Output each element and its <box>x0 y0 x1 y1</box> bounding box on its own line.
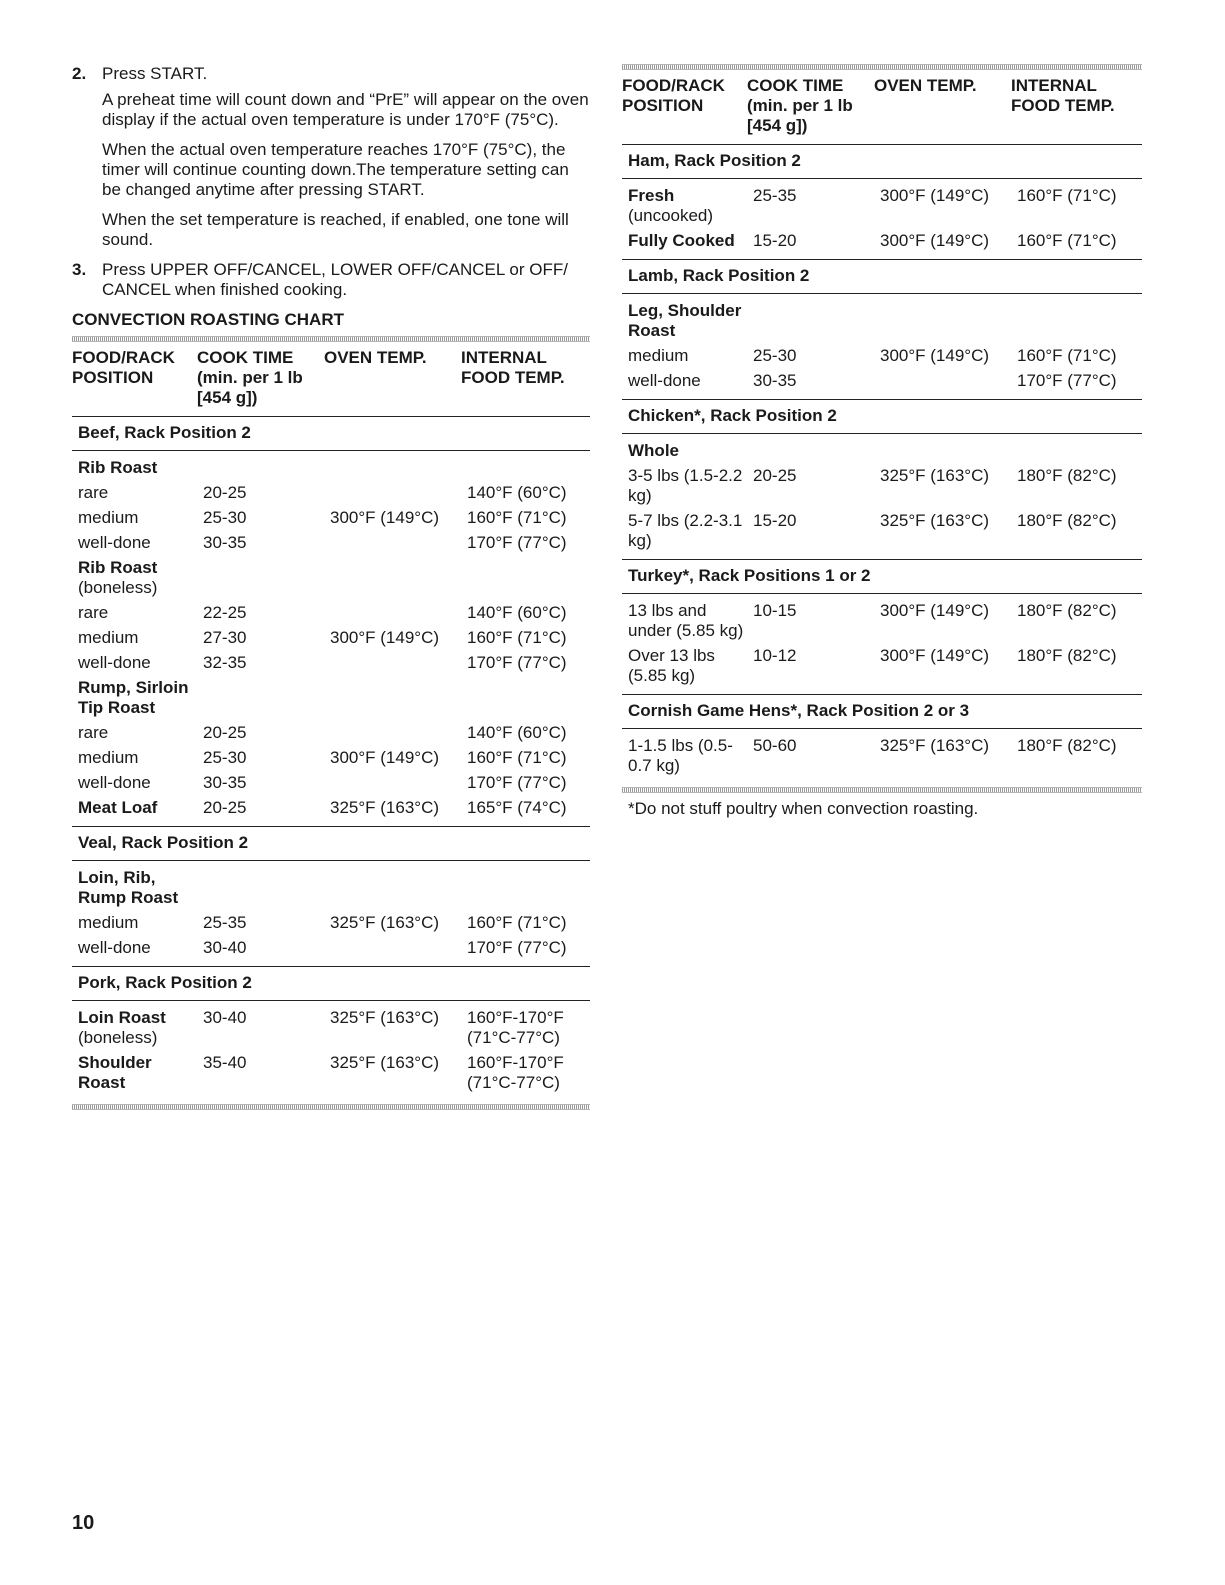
cell-food <box>78 938 203 958</box>
cell-internal-temp: 180°F (82°C) <box>1017 736 1117 755</box>
section-rows <box>622 441 1142 560</box>
cell-food <box>78 868 203 908</box>
step-2-paragraph-1: A preheat time will count down and “PrE” will appear on the oven display if the actual oven temperature is under 170°F (75°C). <box>102 90 589 129</box>
cell-food <box>78 1053 203 1093</box>
table-row <box>72 723 590 743</box>
table-row <box>72 773 590 793</box>
cell-internal-temp: 170°F (77°C) <box>1017 371 1117 390</box>
section-rows <box>622 301 1142 400</box>
cell-internal-temp: 160°F-170°F (71°C-77°C) <box>467 1008 564 1047</box>
cell-oven-temp <box>330 938 467 958</box>
cell-internal-temp: 180°F (82°C) <box>1017 646 1117 665</box>
cell-cook-time: 30-35 <box>203 773 247 792</box>
table-row <box>72 868 590 908</box>
cell-food <box>78 508 203 528</box>
table-row <box>72 1008 590 1048</box>
table-row <box>72 628 590 648</box>
cell-oven-temp: 300°F (149°C) <box>880 646 990 665</box>
cell-oven-temp: 300°F (149°C) <box>880 601 990 620</box>
cell-food <box>78 653 203 673</box>
left-column <box>72 64 590 1110</box>
header-cook-time: COOK TIME (min. per 1 lb [454 g]) <box>747 76 853 135</box>
table-row <box>622 346 1142 366</box>
cell-cook-time <box>203 678 330 718</box>
cell-oven-temp <box>330 653 467 673</box>
food-detail: well-done <box>78 533 151 552</box>
cell-food <box>78 628 203 648</box>
cell-cook-time: 20-25 <box>753 466 797 485</box>
right-column <box>622 64 1142 819</box>
cell-oven-temp: 300°F (149°C) <box>880 186 990 205</box>
cell-cook-time: 22-25 <box>203 603 247 622</box>
cell-food <box>78 483 203 503</box>
cell-food <box>78 603 203 623</box>
table-row <box>72 653 590 673</box>
hatch-divider <box>72 1104 590 1110</box>
cell-food <box>628 441 753 461</box>
cell-internal-temp: 160°F (71°C) <box>467 628 567 647</box>
cell-food <box>628 466 753 506</box>
food-detail: 1-1.5 lbs (0.5-0.7 kg) <box>628 736 733 775</box>
food-detail: 5-7 lbs (2.2-3.1 kg) <box>628 511 743 550</box>
cell-food <box>628 511 753 551</box>
cell-internal-temp: 140°F (60°C) <box>467 483 567 502</box>
food-detail: medium <box>78 913 139 932</box>
cell-food <box>78 913 203 933</box>
hatch-divider <box>622 787 1142 793</box>
step-2-paragraph-3: When the set temperature is reached, if enabled, one tone will sound. <box>102 210 569 249</box>
section-rows <box>72 458 590 827</box>
cell-cook-time: 25-30 <box>203 508 247 527</box>
food-detail: rare <box>78 483 109 502</box>
food-name: Loin Roast <box>78 1008 166 1027</box>
table-row <box>72 603 590 623</box>
section-title: Beef, Rack Position 2 <box>72 417 590 451</box>
food-name: Fully Cooked <box>628 231 735 250</box>
section-title: Cornish Game Hens*, Rack Position 2 or 3 <box>622 695 1142 729</box>
cell-cook-time: 10-12 <box>753 646 797 665</box>
cell-oven-temp: 325°F (163°C) <box>880 736 990 755</box>
cell-cook-time: 27-30 <box>203 628 247 647</box>
cell-cook-time: 15-20 <box>753 511 797 530</box>
section-rows <box>72 868 590 967</box>
cell-oven-temp: 325°F (163°C) <box>330 1053 440 1072</box>
cell-food <box>78 798 203 818</box>
cell-food <box>78 748 203 768</box>
chart-title: CONVECTION ROASTING CHART <box>72 310 344 329</box>
cell-oven-temp: 325°F (163°C) <box>330 798 440 817</box>
cell-cook-time: 25-35 <box>753 186 797 205</box>
cell-internal-temp <box>467 458 590 478</box>
table-row <box>72 938 590 958</box>
header-internal-temp: INTERNAL FOOD TEMP. <box>1011 76 1115 115</box>
cell-oven-temp: 300°F (149°C) <box>330 628 440 647</box>
left-sections <box>72 417 590 1104</box>
cell-internal-temp <box>1017 301 1142 341</box>
table-row <box>622 301 1142 341</box>
table-row <box>72 1053 590 1093</box>
cell-cook-time: 50-60 <box>753 736 797 755</box>
chart-header-left <box>72 342 590 417</box>
section-rows <box>72 1008 590 1104</box>
section-title: Lamb, Rack Position 2 <box>622 260 1142 294</box>
cell-internal-temp <box>467 678 590 718</box>
table-row <box>72 913 590 933</box>
food-detail: well-done <box>78 773 151 792</box>
section-rows <box>622 601 1142 695</box>
cell-oven-temp <box>330 458 467 478</box>
food-detail: rare <box>78 603 109 622</box>
food-name: Fresh <box>628 186 675 205</box>
cell-cook-time: 30-35 <box>203 533 247 552</box>
step-2 <box>72 64 590 250</box>
header-oven-temp: OVEN TEMP. <box>874 76 977 95</box>
cell-internal-temp <box>467 558 590 598</box>
table-row <box>72 748 590 768</box>
table-row <box>622 646 1142 686</box>
food-detail: medium <box>78 508 139 527</box>
cell-oven-temp: 300°F (149°C) <box>330 508 440 527</box>
food-detail: well-done <box>78 653 151 672</box>
cell-cook-time: 15-20 <box>753 231 797 250</box>
food-detail: 13 lbs and under (5.85 kg) <box>628 601 744 640</box>
food-name: Shoulder Roast <box>78 1053 152 1092</box>
cell-oven-temp: 325°F (163°C) <box>880 511 990 530</box>
cell-cook-time <box>753 301 880 341</box>
cell-food <box>628 736 753 776</box>
food-detail: medium <box>78 628 139 647</box>
food-name: Rump, Sirloin Tip Roast <box>78 678 189 717</box>
cell-internal-temp: 180°F (82°C) <box>1017 466 1117 485</box>
table-row <box>622 441 1142 461</box>
cell-oven-temp: 300°F (149°C) <box>330 748 440 767</box>
cell-cook-time: 10-15 <box>753 601 797 620</box>
step-2-number: 2. <box>72 64 87 83</box>
table-row <box>72 533 590 553</box>
cell-food <box>78 678 203 718</box>
table-row <box>622 466 1142 506</box>
cell-cook-time: 20-25 <box>203 798 247 817</box>
cell-internal-temp: 170°F (77°C) <box>467 773 567 792</box>
food-detail: medium <box>628 346 689 365</box>
cell-oven-temp <box>330 483 467 503</box>
cell-food <box>628 346 753 366</box>
cell-food <box>628 301 753 341</box>
food-detail: rare <box>78 723 109 742</box>
food-detail: (uncooked) <box>628 206 714 225</box>
page-number: 10 <box>72 1512 95 1534</box>
step-2-paragraph-2: When the actual oven temperature reaches 170°F (75°C), the timer will continue counting down.The temperature setting can be changed anytime after pressing START. <box>102 140 569 199</box>
cell-internal-temp: 170°F (77°C) <box>467 653 567 672</box>
cell-internal-temp: 160°F (71°C) <box>467 748 567 767</box>
section-rows <box>622 736 1142 787</box>
cell-cook-time: 20-25 <box>203 483 247 502</box>
table-row <box>72 558 590 598</box>
food-detail: medium <box>78 748 139 767</box>
header-cook-time: COOK TIME (min. per 1 lb [454 g]) <box>197 348 303 407</box>
header-food: FOOD/RACK POSITION <box>622 76 725 115</box>
food-name: Rib Roast <box>78 558 158 577</box>
cell-cook-time <box>203 458 330 478</box>
food-name: Loin, Rib, Rump Roast <box>78 868 179 907</box>
table-row <box>622 601 1142 641</box>
cell-cook-time: 20-25 <box>203 723 247 742</box>
cell-food <box>78 1008 203 1048</box>
cell-oven-temp <box>330 868 467 908</box>
food-detail: well-done <box>78 938 151 957</box>
cell-internal-temp: 140°F (60°C) <box>467 723 567 742</box>
food-detail: well-done <box>628 371 701 390</box>
cell-oven-temp: 300°F (149°C) <box>880 231 990 250</box>
cell-food <box>78 533 203 553</box>
cell-food <box>628 601 753 641</box>
cell-internal-temp: 170°F (77°C) <box>467 533 567 552</box>
cell-cook-time <box>753 441 880 461</box>
section-title: Ham, Rack Position 2 <box>622 145 1142 179</box>
cell-oven-temp <box>330 533 467 553</box>
cell-oven-temp: 325°F (163°C) <box>330 913 440 932</box>
cell-internal-temp: 160°F (71°C) <box>1017 186 1117 205</box>
cell-oven-temp: 325°F (163°C) <box>880 466 990 485</box>
cell-internal-temp: 140°F (60°C) <box>467 603 567 622</box>
cell-internal-temp: 165°F (74°C) <box>467 798 567 817</box>
food-detail: (boneless) <box>78 578 158 597</box>
header-oven-temp: OVEN TEMP. <box>324 348 427 367</box>
cell-oven-temp <box>330 603 467 623</box>
cell-oven-temp: 325°F (163°C) <box>330 1008 440 1027</box>
section-title: Pork, Rack Position 2 <box>72 967 590 1001</box>
cell-cook-time: 25-35 <box>203 913 247 932</box>
food-name: Rib Roast <box>78 458 158 477</box>
cell-food <box>628 231 753 251</box>
section-title: Turkey*, Rack Positions 1 or 2 <box>622 560 1142 594</box>
cell-oven-temp <box>880 301 1017 341</box>
cell-oven-temp <box>330 723 467 743</box>
cell-internal-temp: 170°F (77°C) <box>467 938 567 957</box>
footnote: *Do not stuff poultry when convection roasting. <box>628 799 979 818</box>
cell-food <box>78 773 203 793</box>
cell-oven-temp <box>330 678 467 718</box>
cell-food <box>78 723 203 743</box>
cell-internal-temp: 180°F (82°C) <box>1017 511 1117 530</box>
section-title: Veal, Rack Position 2 <box>72 827 590 861</box>
header-internal-temp: INTERNAL FOOD TEMP. <box>461 348 565 387</box>
cell-internal-temp: 160°F (71°C) <box>467 913 567 932</box>
cell-cook-time: 30-40 <box>203 938 247 957</box>
table-row <box>622 511 1142 551</box>
cell-internal-temp: 180°F (82°C) <box>1017 601 1117 620</box>
cell-cook-time: 35-40 <box>203 1053 247 1072</box>
right-sections <box>622 145 1142 787</box>
table-row <box>72 508 590 528</box>
cell-internal-temp <box>467 868 590 908</box>
step-3-text: Press UPPER OFF/CANCEL, LOWER OFF/CANCEL or OFF/ CANCEL when finished cooking. <box>102 260 568 299</box>
table-row <box>72 798 590 818</box>
cell-internal-temp: 160°F (71°C) <box>467 508 567 527</box>
cell-oven-temp <box>880 441 1017 461</box>
chart-header-right <box>622 70 1142 145</box>
cell-cook-time <box>203 558 330 598</box>
cell-internal-temp: 160°F-170°F (71°C-77°C) <box>467 1053 564 1092</box>
cell-cook-time: 32-35 <box>203 653 247 672</box>
food-name: Leg, Shoulder Roast <box>628 301 742 340</box>
table-row <box>72 483 590 503</box>
cell-cook-time <box>203 868 330 908</box>
cell-food <box>78 558 203 598</box>
cell-internal-temp <box>1017 441 1142 461</box>
cell-cook-time: 30-40 <box>203 1008 247 1027</box>
cell-cook-time: 30-35 <box>753 371 797 390</box>
step-2-label: Press START. <box>102 64 208 83</box>
food-name: Whole <box>628 441 679 460</box>
cell-oven-temp <box>880 371 1017 391</box>
cell-food <box>78 458 203 478</box>
section-rows <box>622 186 1142 260</box>
cell-cook-time: 25-30 <box>753 346 797 365</box>
table-row <box>622 371 1142 391</box>
cell-oven-temp <box>330 558 467 598</box>
table-row <box>72 678 590 718</box>
section-title: Chicken*, Rack Position 2 <box>622 400 1142 434</box>
food-detail: (boneless) <box>78 1028 158 1047</box>
cell-internal-temp: 160°F (71°C) <box>1017 346 1117 365</box>
food-detail: Over 13 lbs (5.85 kg) <box>628 646 715 685</box>
header-food: FOOD/RACK POSITION <box>72 348 175 387</box>
cell-food <box>628 371 753 391</box>
cell-oven-temp <box>330 773 467 793</box>
cell-internal-temp: 160°F (71°C) <box>1017 231 1117 250</box>
table-row <box>622 231 1142 251</box>
cell-food <box>628 646 753 686</box>
step-3 <box>72 260 590 300</box>
food-detail: 3-5 lbs (1.5-2.2 kg) <box>628 466 743 505</box>
cell-oven-temp: 300°F (149°C) <box>880 346 990 365</box>
cell-cook-time: 25-30 <box>203 748 247 767</box>
cell-food <box>628 186 753 226</box>
table-row <box>622 186 1142 226</box>
step-3-number: 3. <box>72 260 87 279</box>
table-row <box>72 458 590 478</box>
table-row <box>622 736 1142 776</box>
food-name: Meat Loaf <box>78 798 158 817</box>
